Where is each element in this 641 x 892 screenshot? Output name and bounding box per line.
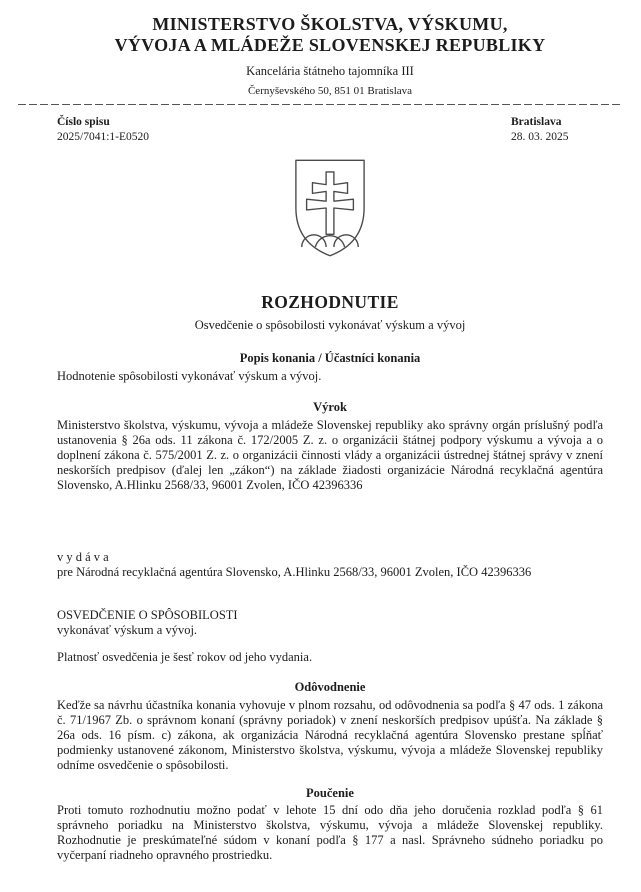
- section-heading-vyrok: Výrok: [313, 400, 347, 414]
- document-meta: [57, 115, 603, 145]
- section-heading-poucenie: Poučenie: [306, 786, 354, 800]
- decision-subtitle: Osvedčenie o spôsobilosti vykonávať výskum a vývoj: [194, 318, 466, 332]
- slovak-coat-of-arms-icon: [292, 157, 368, 259]
- office-address: Černyševského 50, 851 01 Bratislava: [247, 85, 413, 97]
- ministry-name-line1: MINISTERSTVO ŠKOLSTVA, VÝSKUMU,: [152, 14, 508, 34]
- ministry-name: [57, 14, 603, 56]
- recipient-line: pre Národná recyklačná agentúra Slovensko, A.Hlinku 2568/33, 96001 Zvolen, IČO 42396336: [57, 565, 532, 579]
- vydava-line: v y d á v a: [57, 550, 109, 564]
- ministry-name-line2: VÝVOJA A MLÁDEŽE SLOVENSKEJ REPUBLIKY: [114, 35, 546, 55]
- osvedcenie-scope-line: vykonávať výskum a vývoj.: [57, 623, 198, 637]
- paragraph-poucenie: Proti tomuto rozhodnutiu možno podať v lehote 15 dní odo dňa jeho doručenia rozklad podľa § 61 správneho poriadku na Ministerstvo školstva, výskumu, vývoja a mládeže Slovenskej republiky. Rozhodnutie je preskúmateľné súdom v konaní podľa § 177 a nasl. Správneho súdneho poriadku po vyčerpaní riadneho opravného prostriedku.: [57, 803, 603, 862]
- section-heading-popis-konania: Popis konania / Účastníci konania: [239, 351, 421, 365]
- paragraph-odovodnenie: Keďže sa návrhu účastníka konania vyhovuje v plnom rozsahu, od odôvodnenia sa podľa § 47 ods. 1 zákona č. 71/1967 Zb. o správnom konaní (správny poriadok) v znení neskorších predpisov upúšťa. Na základe § 26a ods. 16 písm. c) zákona, ak organizácia Národná recyklačná agentúra Slovensko prestane spĺňať podmienky ustanovené zákonom, Ministerstvo školstva, výskumu, vývoja a mládeže Slovenskej republiky odníme osvedčenie o spôsobilosti.: [57, 698, 603, 772]
- header-divider: [18, 104, 622, 105]
- vydava-block: [57, 550, 603, 580]
- city-label: Bratislava: [511, 116, 562, 128]
- section-heading-odovodnenie: Odôvodnenie: [294, 680, 366, 694]
- file-number-value: 2025/7041:1-E0520: [57, 131, 149, 143]
- osvedcenie-title-line: OSVEDČENIE O SPÔSOBILOSTI: [57, 608, 238, 622]
- paragraph-popis-konania: Hodnotenie spôsobilosti vykonávať výskum a vývoj.: [57, 369, 322, 383]
- date-value: 28. 03. 2025: [511, 131, 569, 143]
- file-number-block: [57, 115, 149, 145]
- file-number-label: Číslo spisu: [57, 116, 110, 128]
- coat-of-arms: [38, 157, 622, 264]
- validity-statement: Platnosť osvedčenia je šesť rokov od jeho vydania.: [57, 650, 313, 664]
- decision-title: ROZHODNUTIE: [261, 292, 399, 312]
- osvedcenie-block: [57, 608, 603, 638]
- paragraph-vyrok: Ministerstvo školstva, výskumu, vývoja a mládeže Slovenskej republiky ako správny orgán príslušný podľa ustanovenia § 26a ods. 11 zákona č. 172/2005 Z. z. o organizácii štátnej podpory výskumu a vývoja a o doplnení zákona č. 575/2001 Z. z. o organizácii činnosti vlády a organizácii ústrednej štátnej správy v znení neskorších predpisov (ďalej len „zákon“) na základe žiadosti organizácie Národná recyklačná agentúra Slovensko, A.Hlinku 2568/33, 96001 Zvolen, IČO 42396336: [57, 418, 603, 492]
- office-name: Kancelária štátneho tajomníka III: [246, 64, 414, 78]
- place-date-block: [511, 115, 603, 145]
